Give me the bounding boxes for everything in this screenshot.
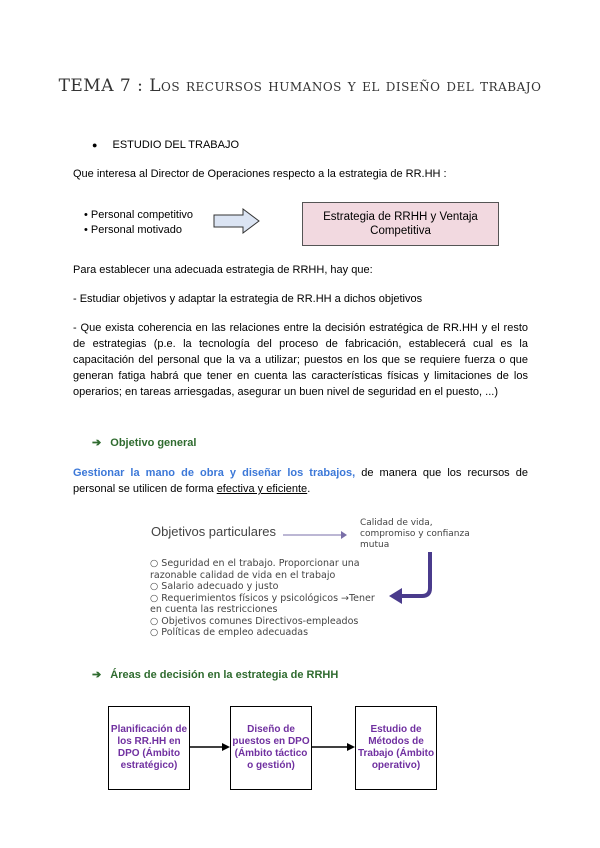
flow-arrow-icon [311,742,356,752]
objetivo-general-heading [92,436,196,449]
list-item: ○ Políticas de empleo adecuadas [150,627,309,638]
side-note: Calidad de vida, compromiso y confianza mutua [360,518,470,550]
list-item: ○ Seguridad en el trabajo. Proporcionar una razonable calidad de vida en el trabajo [150,558,360,581]
objetivo-general-title: Objetivo general [110,437,197,449]
list-item: • Personal motivado [84,224,183,236]
personal-list [84,208,193,238]
highlight-text: Gestionar la mano de obra y diseñar los trabajos, [73,467,356,479]
list-item: • Personal competitivo [84,209,194,221]
arrow-right-icon: ➔ [92,669,102,681]
flow-box-diseno: Diseño de puestos en DPO (Ámbito táctico o gestión) [230,706,312,790]
flow-box-planificacion: Planificación de los RR.HH en DPO (Ámbito estratégico) [108,706,190,790]
arrow-right-icon: ➔ [92,437,102,449]
right-arrow-icon [213,208,261,234]
curved-arrow-icon [386,550,438,608]
page-title: TEMA 7 : Los recursos humanos y el diseño del trabajo [58,76,542,96]
intro-text: Que interesa al Director de Operaciones respecto a la estrategia de RR.HH : [73,168,447,180]
objetivo-general-text [73,465,528,497]
para-coherencia: - Que exista coherencia en las relaciones entre la decisión estratégica de RR.HH y el resto de estrategias (p.e. la tecnología del proceso de fabricación, establecerá cual es la capacitación del personal que la va a utilizar; puestos en los que se requiere fuerza o que generan fatiga habrá que tener en cuenta las características físicas y limitaciones de los operarios; en tareas arriesgadas, asegurar un buen nivel de seguridad en el puesto, ...) [73,322,528,398]
flow-arrow-icon [189,742,231,752]
list-item: ○ Requerimientos físicos y psicológicos →Tener en cuenta las restricciones [150,592,375,615]
thin-arrow-icon [283,530,348,540]
areas-title: Áreas de decisión en la estrategia de RRHH [110,669,339,681]
strategy-box: Estrategia de RRHH y Ventaja Competitiva [302,202,499,246]
objetivos-particulares-heading: Objetivos particulares [151,524,276,539]
bullet-dot-icon: ● [92,140,98,150]
areas-heading [92,668,338,681]
list-item: ○ Objetivos comunes Directivos-empleados [150,615,359,627]
end-punct: . [307,483,311,495]
para-estudiar: - Estudiar objetivos y adaptar la estrategia de RR.HH a dichos objetivos [73,293,423,305]
underlined-text: efectiva y eficiente [216,483,308,495]
body-text: de manera que los recursos de personal se utilicen de forma [73,467,528,495]
flow-box-estudio: Estudio de Métodos de Trabajo (Ámbito operativo) [355,706,437,790]
bullet-estudio-text: ESTUDIO DEL TRABAJO [112,139,240,151]
list-item: ○ Salario adecuado y justo [150,581,279,592]
bullet-estudio [92,139,239,151]
para-establecer: Para establecer una adecuada estrategia de RRHH, hay que: [73,264,373,276]
objetivos-list [150,558,380,639]
